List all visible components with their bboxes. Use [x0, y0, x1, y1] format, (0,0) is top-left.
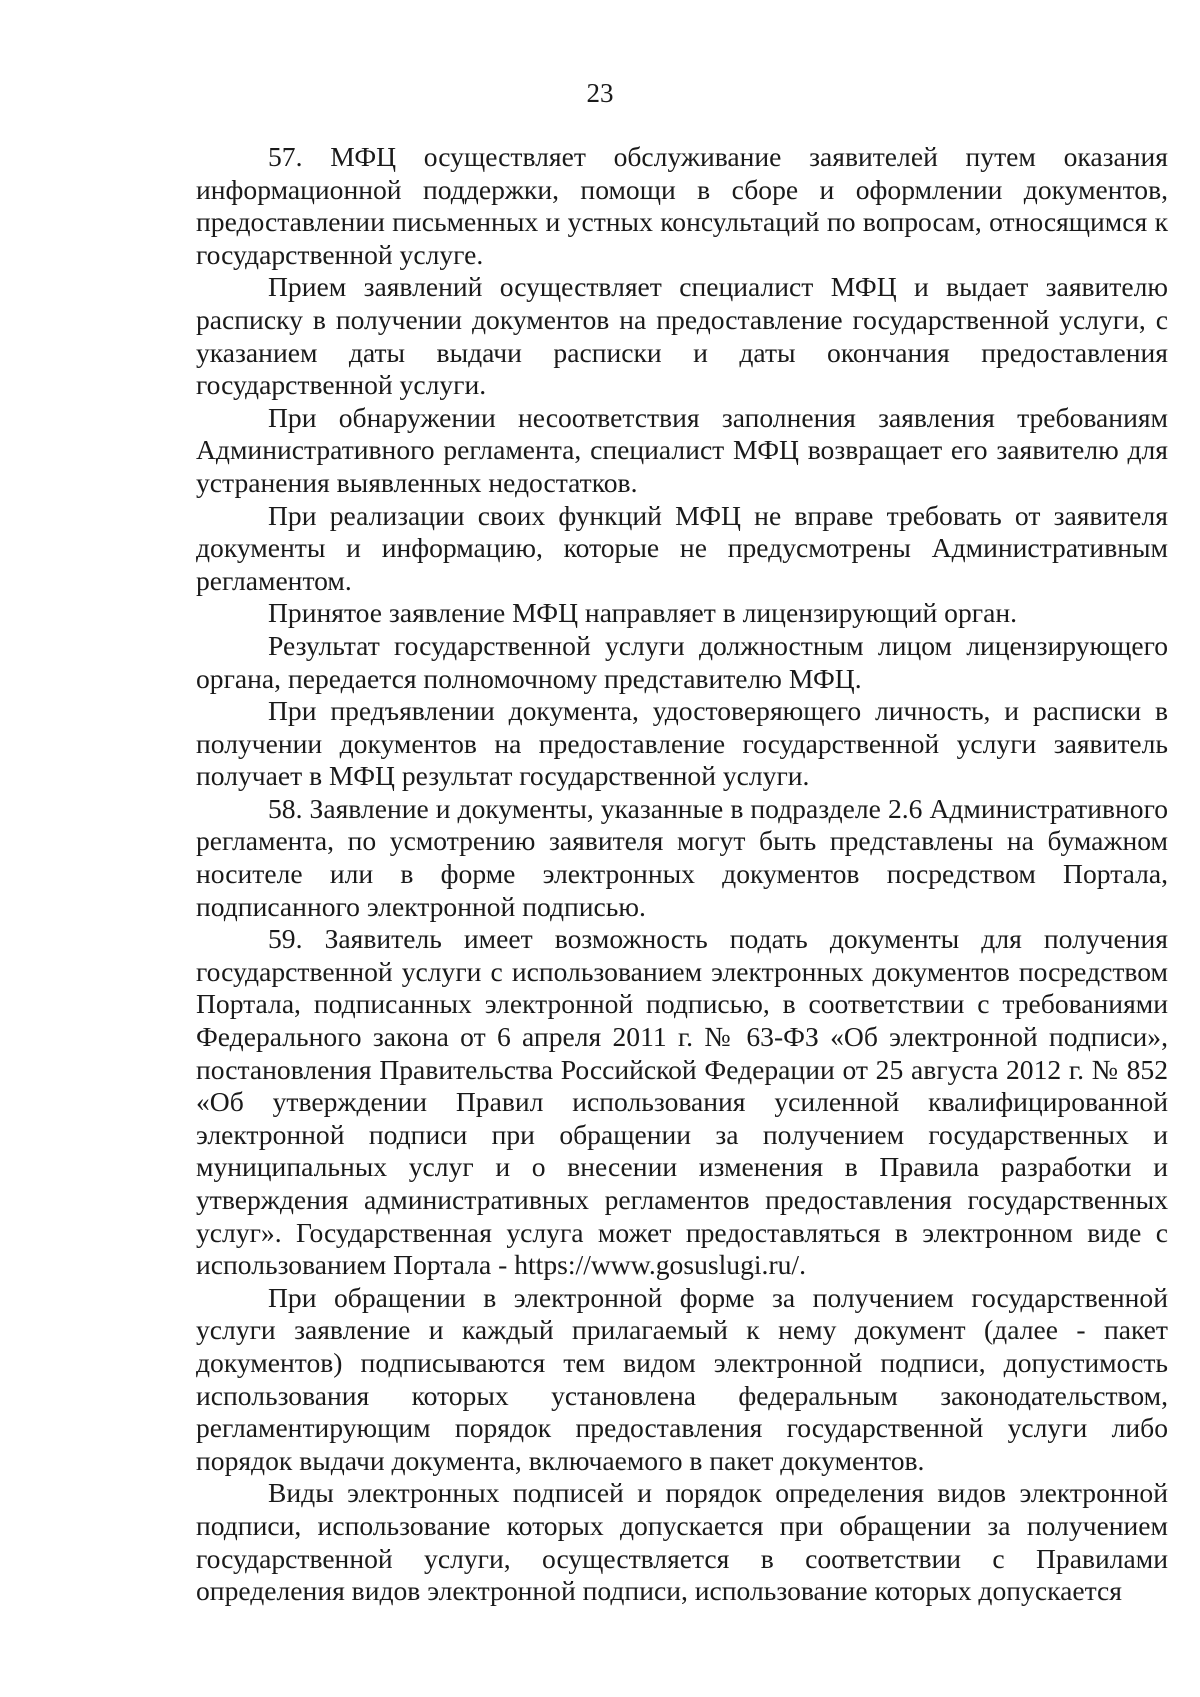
paragraph-57: 57. МФЦ осуществляет обслуживание заявителей путем оказания информационной поддержки, помощи в сборе и оформлении документов, предоставлении письменных и устных консультаций по вопросам, относящимся к государственной услуге.: [196, 141, 1168, 270]
paragraph-58: 58. Заявление и документы, указанные в подразделе 2.6 Административного регламента, по усмотрению заявителя могут быть представлены на бумажном носителе или в форме электронных документов посредством Портала, подписанного электронной подписью.: [196, 792, 1168, 922]
paragraph-accepted-application: Принятое заявление МФЦ направляет в лицензирующий орган.: [268, 597, 1017, 629]
paragraph-nonconformity: При обнаружении несоответствия заполнения заявления требованиям Административного регламента, специалист МФЦ возвращает его заявителю для устранения выявленных недостатков.: [196, 401, 1168, 498]
paragraph-mfc-functions: При реализации своих функций МФЦ не вправе требовать от заявителя документы и информацию, которые не предусмотрены Административным регламентом.: [196, 499, 1168, 596]
page-number: 23: [586, 78, 614, 108]
paragraph-presentation: При предъявлении документа, удостоверяющего личность, и расписки в получении документов на предоставление государственной услуги заявитель получает в МФЦ результат государственной услуги.: [196, 695, 1168, 792]
document-body: [196, 141, 1168, 1608]
paragraph-reception: Прием заявлений осуществляет специалист МФЦ и выдает заявителю расписку в получении документов на предоставление государственной услуги, с указанием даты выдачи расписки и даты окончания предоставления государственной услуги.: [196, 271, 1168, 401]
paragraph-electronic-form: При обращении в электронной форме за получением государственной услуги заявление и каждый прилагаемый к нему документ (далее - пакет документов) подписываются тем видом электронной подписи, допустимость использования которых установлена федеральным законодательством, регламентирующим порядок предоставления государственной услуги либо порядок выдачи документа, включаемого в пакет документов.: [196, 1281, 1168, 1476]
paragraph-59: 59. Заявитель имеет возможность подать документы для получения государственной услуги с использованием электронных документов посредством Портала, подписанных электронной подписью, в соответствии с требованиями Федерального закона от 6 апреля 2011 г. № 63-ФЗ «Об электронной подписи», постановления Правительства Российской Федерации от 25 августа 2012 г. № 852 «Об утверждении Правил использования усиленной квалифицированной электронной подписи при обращении за получением государственных и муниципальных услуг и о внесении изменения в Правила разработки и утверждения административных регламентов предоставления государственных услуг». Государственная услуга может предоставляться в электронном виде с использованием Портала - https://www.gosuslugi.ru/.: [196, 923, 1168, 1281]
paragraph-signature-types: Виды электронных подписей и порядок определения видов электронной подписи, использование которых допускается при обращении за получением государственной услуги, осуществляется в соответствии с Правилами определения видов электронной подписи, использование которых допускается: [196, 1477, 1168, 1607]
paragraph-service-result: Результат государственной услуги должностным лицом лицензирующего органа, передается полномочному представителю МФЦ.: [196, 629, 1168, 694]
